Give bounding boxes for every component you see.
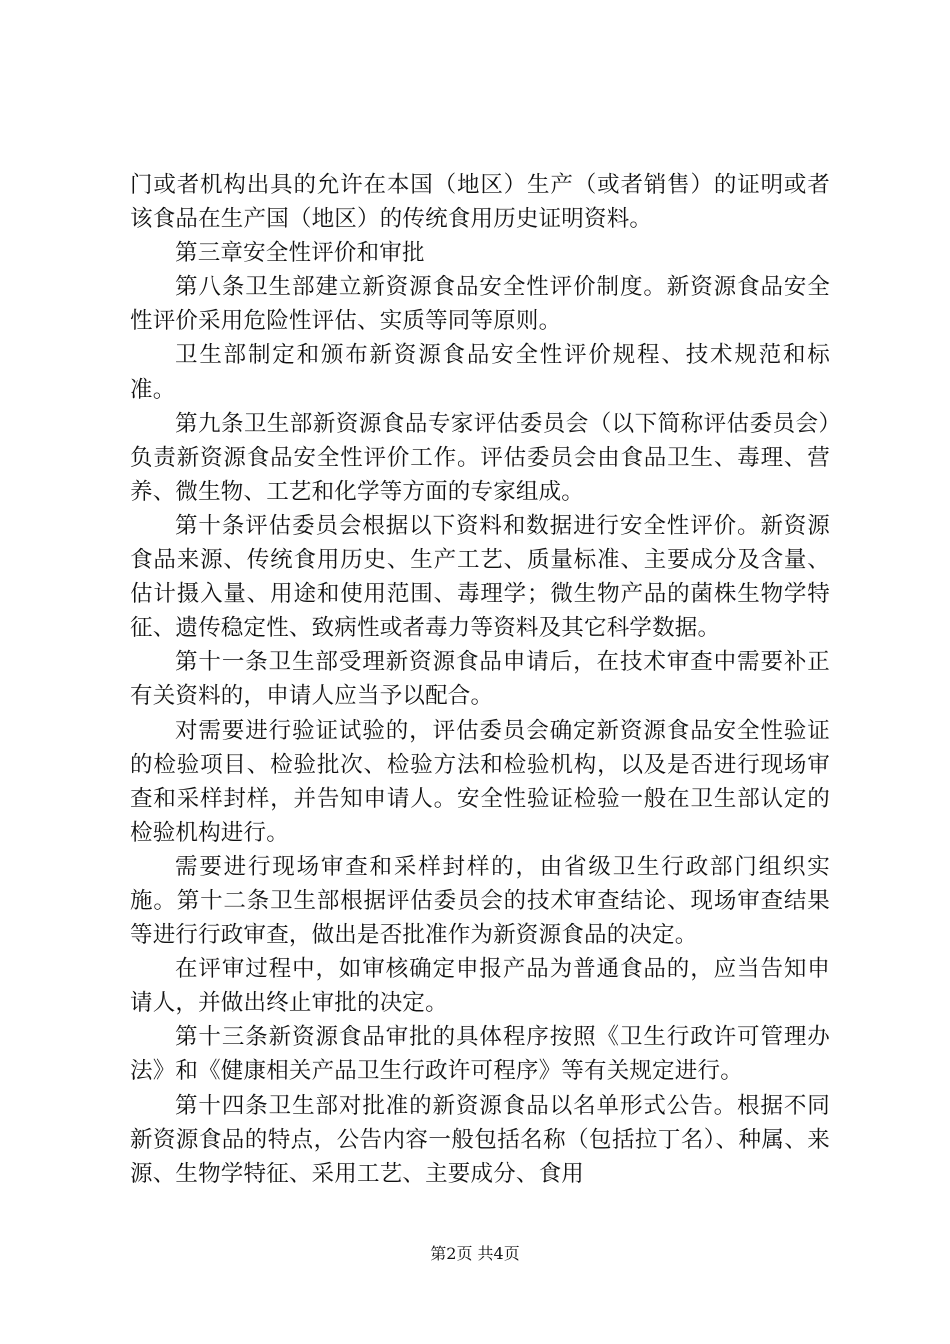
document-body (130, 168, 830, 1191)
paragraph-article-10: 第十条评估委员会根据以下资料和数据进行安全性评价。新资源食品来源、传统食用历史、生产工艺、质量标准、主要成分及含量、估计摄入量、用途和使用范围、毒理学；微生物产品的菌株生物学特征、遗传稳定性、致病性或者毒力等资料及其它科学数据。 (130, 512, 830, 642)
paragraph-article-9: 第九条卫生部新资源食品专家评估委员会（以下简称评估委员会）负责新资源食品安全性评价工作。评估委员会由食品卫生、毒理、营养、微生物、工艺和化学等方面的专家组成。 (130, 410, 830, 505)
paragraph-article-13: 第十三条新资源食品审批的具体程序按照《卫生行政许可管理办法》和《健康相关产品卫生行政许可程序》等有关规定进行。 (130, 1024, 830, 1085)
page-number-footer: 第2页 共4页 (430, 1244, 520, 1263)
paragraph-article-12: 需要进行现场审查和采样封样的，由省级卫生行政部门组织实施。第十二条卫生部根据评估委员会的技术审查结论、现场审查结果等进行行政审查，做出是否批准作为新资源食品的决定。 (130, 853, 830, 949)
paragraph-standards: 卫生部制定和颁布新资源食品安全性评价规程、技术规范和标准。 (130, 342, 830, 403)
paragraph-article-8: 第八条卫生部建立新资源食品安全性评价制度。新资源食品安全性评价采用危险性评估、实质等同等原则。 (130, 274, 830, 335)
paragraph-article-14: 第十四条卫生部对批准的新资源食品以名单形式公告。根据不同新资源食品的特点，公告内容一般包括名称（包括拉丁名）、种属、来源、生物学特征、采用工艺、主要成分、食用 (130, 1092, 830, 1187)
paragraph-review: 在评审过程中，如审核确定申报产品为普通食品的，应当告知申请人，并做出终止审批的决定。 (130, 956, 830, 1017)
paragraph-verification: 对需要进行验证试验的，评估委员会确定新资源食品安全性验证的检验项目、检验批次、检验方法和检验机构，以及是否进行现场审查和采样封样，并告知申请人。安全性验证检验一般在卫生部认定的检验机构进行。 (130, 717, 830, 846)
paragraph-article-11: 第十一条卫生部受理新资源食品申请后，在技术审查中需要补正有关资料的，申请人应当予以配合。 (130, 649, 830, 710)
paragraph-1: 门或者机构出具的允许在本国（地区）生产（或者销售）的证明或者该食品在生产国（地区）的传统食用历史证明资料。 (130, 172, 830, 233)
chapter-heading: 第三章安全性评价和审批 (175, 240, 425, 267)
